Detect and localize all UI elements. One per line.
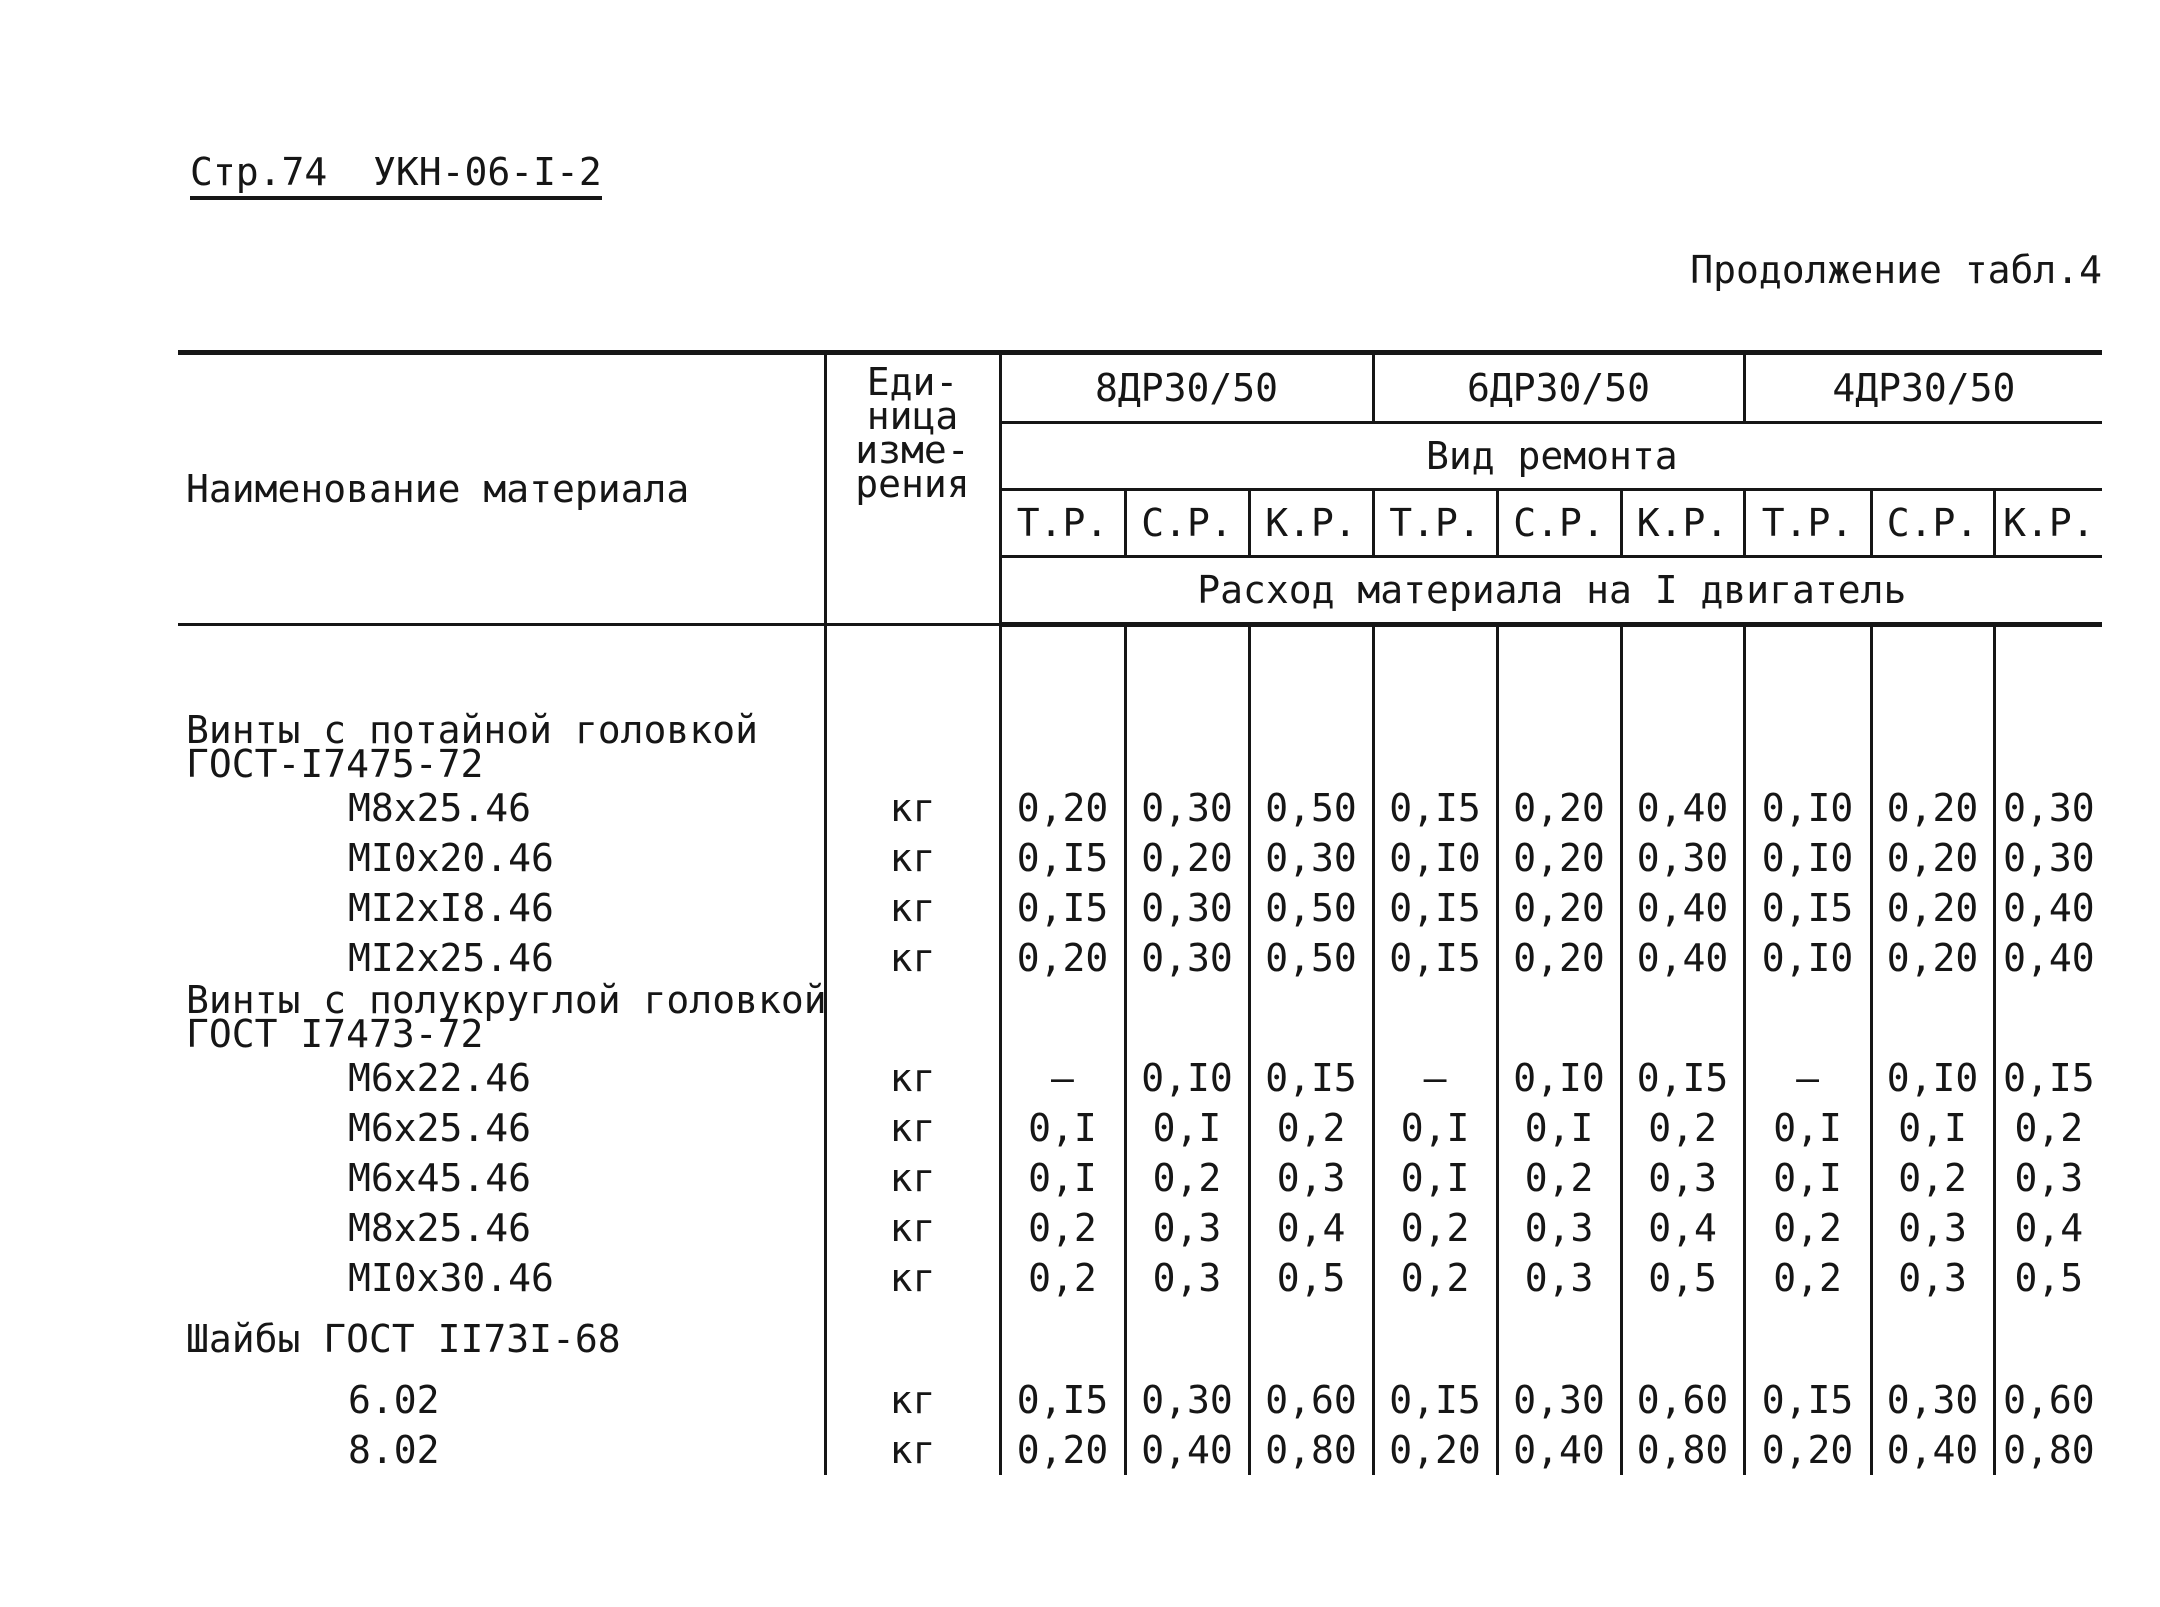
empty-cell (1249, 713, 1373, 783)
value-cell: 0,I (1497, 1103, 1621, 1153)
empty-cell (1125, 713, 1249, 783)
value-cell: 0,2 (1744, 1253, 1871, 1303)
value-cell: 0,20 (1125, 833, 1249, 883)
value-cell: 0,2 (1000, 1253, 1125, 1303)
group-title: Шайбы ГОСТ II73I-68 (178, 1303, 825, 1375)
header-repair-tr: Т.Р. (1000, 490, 1125, 557)
empty-cell (1744, 1303, 1871, 1375)
unit-cell: кг (825, 1103, 1000, 1153)
value-cell: 0,30 (1871, 1375, 1994, 1425)
value-cell: – (1373, 1053, 1497, 1103)
material-name: М6х45.46 (178, 1153, 825, 1203)
value-cell: 0,20 (1497, 933, 1621, 983)
value-cell: 0,30 (1497, 1375, 1621, 1425)
value-cell: 0,I5 (1000, 883, 1125, 933)
table-row (178, 1375, 2102, 1425)
material-name: 8.02 (178, 1425, 825, 1475)
material-name: МI0х20.46 (178, 833, 825, 883)
value-cell: 0,I (1125, 1103, 1249, 1153)
value-cell: 0,20 (1871, 833, 1994, 883)
value-cell: 0,20 (1497, 883, 1621, 933)
value-cell: 0,I0 (1373, 833, 1497, 883)
empty-cell (1497, 713, 1621, 783)
value-cell: 0,30 (1249, 833, 1373, 883)
header-repair-tr: Т.Р. (1373, 490, 1497, 557)
value-cell: 0,I0 (1497, 1053, 1621, 1103)
material-name: М6х22.46 (178, 1053, 825, 1103)
material-name: 6.02 (178, 1375, 825, 1425)
unit-cell: кг (825, 833, 1000, 883)
empty-cell (1621, 983, 1744, 1053)
table-row (178, 1103, 2102, 1153)
header-consumption: Расход материала на I двигатель (1000, 557, 2102, 625)
value-cell: 0,2 (1744, 1203, 1871, 1253)
value-cell: 0,40 (1621, 883, 1744, 933)
empty-cell (1744, 983, 1871, 1053)
empty-cell (825, 983, 1000, 1053)
group-title: Винты с потайной головкой ГОСТ-I7475-72 (178, 713, 825, 783)
value-cell: 0,I0 (1871, 1053, 1994, 1103)
value-cell: 0,40 (1125, 1425, 1249, 1475)
empty-cell (1621, 713, 1744, 783)
value-cell: 0,2 (1373, 1253, 1497, 1303)
value-cell: 0,I5 (1744, 883, 1871, 933)
table-row (178, 1203, 2102, 1253)
value-cell: 0,I (1744, 1103, 1871, 1153)
header-repair-tr: Т.Р. (1744, 490, 1871, 557)
empty-cell (1000, 983, 1125, 1053)
value-cell: 0,2 (1125, 1153, 1249, 1203)
empty-cell (1744, 713, 1871, 783)
value-cell: 0,50 (1249, 933, 1373, 983)
value-cell: 0,I5 (1373, 783, 1497, 833)
table-row (178, 983, 2102, 1053)
value-cell: 0,2 (1871, 1153, 1994, 1203)
value-cell: 0,80 (1621, 1425, 1744, 1475)
empty-cell (1994, 713, 2102, 783)
empty-cell (1125, 1303, 1249, 1375)
value-cell: 0,I5 (1373, 933, 1497, 983)
value-cell: 0,30 (1994, 833, 2102, 883)
value-cell: 0,20 (1871, 933, 1994, 983)
value-cell: 0,50 (1249, 783, 1373, 833)
empty-cell (178, 625, 825, 714)
value-cell: 0,30 (1125, 883, 1249, 933)
value-cell: 0,I5 (1373, 883, 1497, 933)
material-name: М8х25.46 (178, 783, 825, 833)
value-cell: 0,40 (1994, 933, 2102, 983)
value-cell: 0,3 (1621, 1153, 1744, 1203)
table-continuation-label: Продолжение табл.4 (1690, 248, 2102, 292)
header-material-name: Наименование материала (178, 353, 825, 625)
empty-cell (1125, 983, 1249, 1053)
empty-cell (1497, 1303, 1621, 1375)
table-row (178, 933, 2102, 983)
value-cell: 0,2 (1249, 1103, 1373, 1153)
value-cell: 0,I (1373, 1103, 1497, 1153)
value-cell: – (1744, 1053, 1871, 1103)
value-cell: 0,2 (1994, 1103, 2102, 1153)
empty-cell (1871, 983, 1994, 1053)
empty-cell (825, 713, 1000, 783)
table-row (178, 625, 2102, 714)
unit-cell: кг (825, 1375, 1000, 1425)
empty-cell (1373, 1303, 1497, 1375)
value-cell: 0,3 (1497, 1253, 1621, 1303)
header-repair-kr: К.Р. (1249, 490, 1373, 557)
value-cell: 0,3 (1125, 1203, 1249, 1253)
value-cell: 0,20 (1871, 883, 1994, 933)
value-cell: 0,2 (1373, 1203, 1497, 1253)
value-cell: 0,20 (1744, 1425, 1871, 1475)
value-cell: 0,I0 (1125, 1053, 1249, 1103)
value-cell: 0,3 (1871, 1203, 1994, 1253)
value-cell: 0,30 (1125, 933, 1249, 983)
empty-cell (1497, 625, 1621, 714)
value-cell: 0,40 (1994, 883, 2102, 933)
value-cell: 0,20 (1373, 1425, 1497, 1475)
table-header (178, 353, 2102, 625)
value-cell: 0,40 (1497, 1425, 1621, 1475)
value-cell: 0,I0 (1744, 933, 1871, 983)
value-cell: 0,I5 (1994, 1053, 2102, 1103)
value-cell: 0,40 (1871, 1425, 1994, 1475)
value-cell: 0,4 (1994, 1203, 2102, 1253)
value-cell: 0,I5 (1744, 1375, 1871, 1425)
table-row (178, 713, 2102, 783)
value-cell: 0,20 (1000, 933, 1125, 983)
value-cell: 0,30 (1125, 783, 1249, 833)
value-cell: 0,I5 (1249, 1053, 1373, 1103)
empty-cell (1871, 625, 1994, 714)
header-repair-sr: С.Р. (1871, 490, 1994, 557)
value-cell: 0,2 (1000, 1203, 1125, 1253)
value-cell: 0,20 (1000, 783, 1125, 833)
group-title: Винты с полукруглой головкой ГОСТ I7473-72 (178, 983, 825, 1053)
value-cell: 0,40 (1621, 783, 1744, 833)
empty-cell (1249, 625, 1373, 714)
value-cell: 0,20 (1871, 783, 1994, 833)
value-cell: 0,5 (1994, 1253, 2102, 1303)
unit-cell: кг (825, 1425, 1000, 1475)
value-cell: 0,I (1871, 1103, 1994, 1153)
empty-cell (1621, 625, 1744, 714)
header-repair-sr: С.Р. (1125, 490, 1249, 557)
header-repair-kr: К.Р. (1621, 490, 1744, 557)
empty-cell (825, 625, 1000, 714)
value-cell: 0,30 (1994, 783, 2102, 833)
table-row (178, 833, 2102, 883)
value-cell: 0,3 (1871, 1253, 1994, 1303)
value-cell: 0,3 (1994, 1153, 2102, 1203)
unit-cell: кг (825, 1253, 1000, 1303)
value-cell: 0,4 (1249, 1203, 1373, 1253)
materials-table (178, 350, 2102, 1475)
header-unit: Еди- ница изме- рения (825, 353, 1000, 625)
header-model-6dr: 6ДР30/50 (1373, 353, 1744, 423)
table-row (178, 1253, 2102, 1303)
unit-cell: кг (825, 1053, 1000, 1103)
value-cell: 0,4 (1621, 1203, 1744, 1253)
unit-cell: кг (825, 883, 1000, 933)
value-cell: 0,I5 (1621, 1053, 1744, 1103)
value-cell: 0,I0 (1744, 833, 1871, 883)
value-cell: 0,I5 (1000, 1375, 1125, 1425)
header-repair-sr: С.Р. (1497, 490, 1621, 557)
value-cell: 0,3 (1497, 1203, 1621, 1253)
value-cell: 0,2 (1497, 1153, 1621, 1203)
table-row (178, 1303, 2102, 1375)
table-row (178, 1053, 2102, 1103)
value-cell: 0,20 (1497, 783, 1621, 833)
value-cell: 0,I (1373, 1153, 1497, 1203)
empty-cell (1125, 625, 1249, 714)
material-name: МI0х30.46 (178, 1253, 825, 1303)
value-cell: – (1000, 1053, 1125, 1103)
material-name: М6х25.46 (178, 1103, 825, 1153)
value-cell: 0,I (1000, 1153, 1125, 1203)
empty-cell (1000, 713, 1125, 783)
unit-cell: кг (825, 1153, 1000, 1203)
value-cell: 0,40 (1621, 933, 1744, 983)
empty-cell (1871, 1303, 1994, 1375)
value-cell: 0,5 (1621, 1253, 1744, 1303)
empty-cell (1249, 983, 1373, 1053)
value-cell: 0,80 (1994, 1425, 2102, 1475)
empty-cell (1871, 713, 1994, 783)
empty-cell (1000, 1303, 1125, 1375)
value-cell: 0,20 (1497, 833, 1621, 883)
header-model-8dr: 8ДР30/50 (1000, 353, 1373, 423)
table-row (178, 1425, 2102, 1475)
value-cell: 0,5 (1249, 1253, 1373, 1303)
value-cell: 0,30 (1621, 833, 1744, 883)
header-repair-kr: К.Р. (1994, 490, 2102, 557)
table-row (178, 883, 2102, 933)
value-cell: 0,2 (1621, 1103, 1744, 1153)
value-cell: 0,60 (1621, 1375, 1744, 1425)
header-repair-type: Вид ремонта (1000, 423, 2102, 490)
empty-cell (1744, 625, 1871, 714)
table-row (178, 1153, 2102, 1203)
page-header: Стр.74 УКН-06-I-2 (190, 150, 602, 200)
value-cell: 0,80 (1249, 1425, 1373, 1475)
empty-cell (1373, 713, 1497, 783)
material-name: МI2хI8.46 (178, 883, 825, 933)
unit-cell: кг (825, 1203, 1000, 1253)
value-cell: 0,I5 (1000, 833, 1125, 883)
value-cell: 0,3 (1125, 1253, 1249, 1303)
value-cell: 0,3 (1249, 1153, 1373, 1203)
value-cell: 0,50 (1249, 883, 1373, 933)
value-cell: 0,I (1000, 1103, 1125, 1153)
unit-cell: кг (825, 783, 1000, 833)
empty-cell (825, 1303, 1000, 1375)
empty-cell (1000, 625, 1125, 714)
value-cell: 0,30 (1125, 1375, 1249, 1425)
value-cell: 0,I5 (1373, 1375, 1497, 1425)
table-row (178, 783, 2102, 833)
unit-cell: кг (825, 933, 1000, 983)
header-model-4dr: 4ДР30/50 (1744, 353, 2102, 423)
empty-cell (1621, 1303, 1744, 1375)
empty-cell (1994, 983, 2102, 1053)
empty-cell (1373, 625, 1497, 714)
value-cell: 0,60 (1249, 1375, 1373, 1425)
table-body (178, 625, 2102, 1476)
empty-cell (1994, 1303, 2102, 1375)
value-cell: 0,I (1744, 1153, 1871, 1203)
value-cell: 0,I0 (1744, 783, 1871, 833)
value-cell: 0,20 (1000, 1425, 1125, 1475)
value-cell: 0,60 (1994, 1375, 2102, 1425)
material-name: М8х25.46 (178, 1203, 825, 1253)
empty-cell (1994, 625, 2102, 714)
material-name: МI2х25.46 (178, 933, 825, 983)
empty-cell (1497, 983, 1621, 1053)
empty-cell (1249, 1303, 1373, 1375)
empty-cell (1373, 983, 1497, 1053)
